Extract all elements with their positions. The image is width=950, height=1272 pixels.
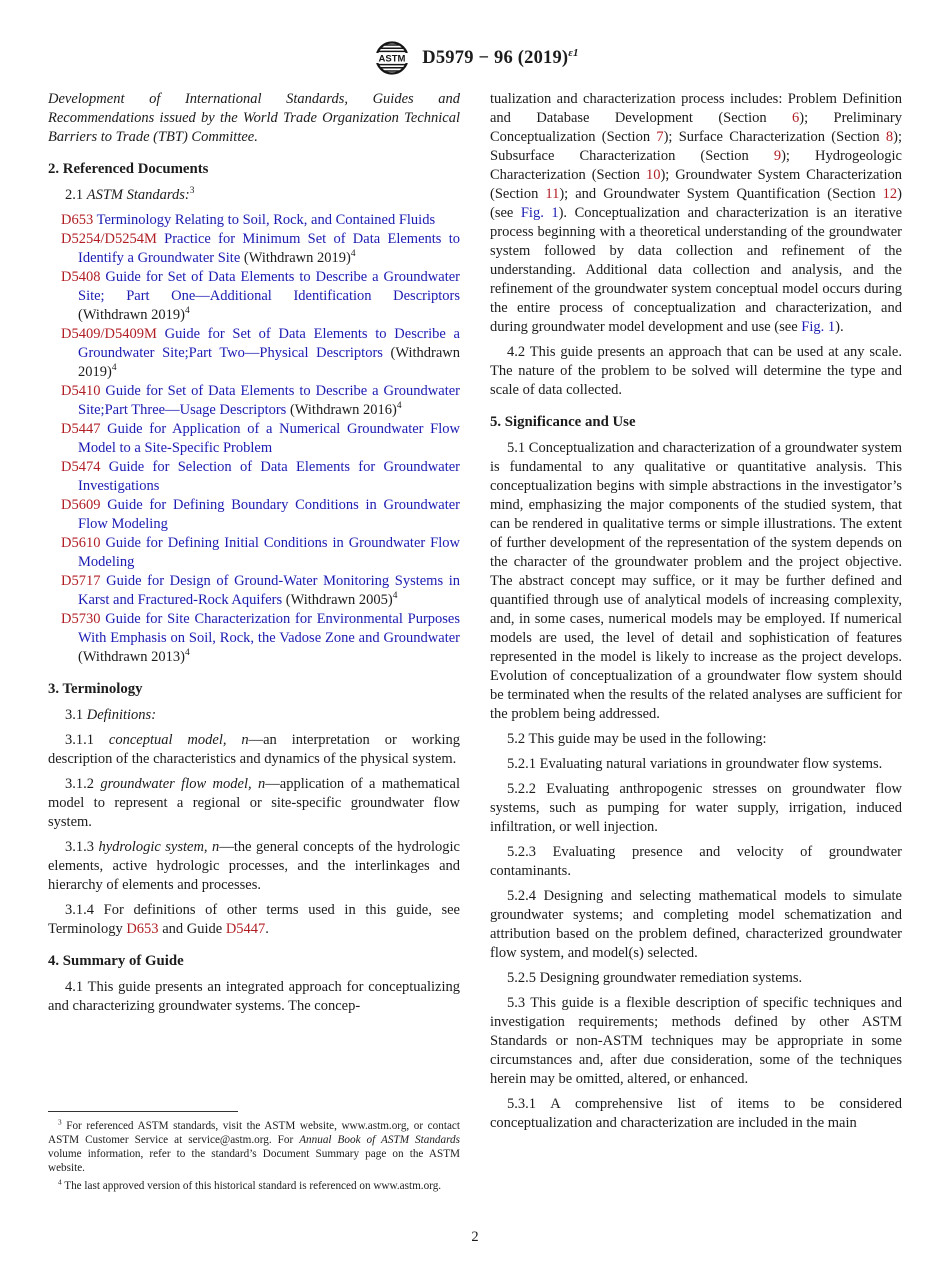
reference-item [48, 534, 460, 572]
footnote-marker: 4 [350, 249, 356, 260]
text-run: 2. Referenced Documents [48, 161, 209, 177]
text-run: 4. Summary of Guide [48, 953, 184, 969]
text-run: (Withdrawn 2013) [78, 649, 185, 665]
designation-text: D5979 − 96 (2019) [422, 47, 569, 68]
paragraph [48, 706, 460, 725]
cross-reference-link[interactable]: D5410 [61, 383, 101, 399]
cross-reference-link[interactable]: D5447 [225, 921, 266, 937]
paragraph [48, 901, 460, 939]
standard-title-link[interactable]: Guide for Set of Data Elements to Describe a Groundwater Site;Part Two—Physical Descriptors [78, 326, 460, 361]
text-run: . [265, 921, 269, 937]
standard-designation [422, 48, 578, 69]
text-run: 3.1 [65, 707, 87, 723]
footnote-marker: 4 [58, 1177, 62, 1186]
text-run: volume information, refer to the standard’s Document Summary page on the ASTM website. [48, 1148, 460, 1175]
standard-title-link[interactable]: Guide for Defining Boundary Conditions in Groundwater Flow Modeling [78, 497, 460, 532]
cross-reference-link[interactable]: D5447 [61, 421, 101, 437]
text-run: 3.1.2 [65, 776, 101, 792]
standard-title-link[interactable]: Terminology Relating to Soil, Rock, and Contained Fluids [93, 212, 436, 228]
paragraph [490, 780, 902, 837]
reference-item [48, 496, 460, 534]
text-run: Annual Book of ASTM Standards [299, 1133, 460, 1146]
reference-item [48, 572, 460, 610]
text-run: 5.2.2 Evaluating anthropogenic stresses on groundwater flow systems, such as pumping for water supply, irrigation, induced infiltration, or well injection. [490, 781, 902, 835]
cross-reference-link[interactable]: D653 [126, 921, 159, 937]
paragraph [490, 1095, 902, 1133]
footnote-rule [48, 1111, 238, 1112]
reference-item [48, 610, 460, 667]
standard-title-link[interactable]: Guide for Defining Initial Conditions in Groundwater Flow Modeling [78, 535, 460, 570]
standard-title-link[interactable]: Fig. 1 [520, 205, 559, 221]
cross-reference-link[interactable]: 10 [645, 167, 661, 183]
text-run: 3.1.4 For definitions of other terms used in this guide, see Terminology [48, 902, 460, 937]
cross-reference-link[interactable]: 9 [773, 148, 782, 164]
text-run: 3.1.3 [65, 839, 99, 855]
cross-reference-link[interactable]: 12 [882, 186, 898, 202]
text-run: (Withdrawn 2016) [286, 402, 397, 418]
designation-superscript: ε1 [568, 46, 579, 59]
standard-title-link[interactable]: Guide for Selection of Data Elements for Groundwater Investigations [78, 459, 460, 494]
paragraph [490, 343, 902, 400]
text-run: 2.1 [65, 187, 87, 203]
text-run: 5.2.4 Designing and selecting mathematical models to simulate groundwater systems; and completing model schematization and attribution based on the problem defined, characterized groundwater flow system, and model(s) selected. [490, 888, 902, 961]
section-heading [48, 680, 460, 699]
paragraph [490, 755, 902, 774]
text-run: ); Groundwater System Characterization (Section [490, 167, 902, 202]
text-run: 5.1 Conceptualization and characterization of a groundwater system is fundamental to any qualitative or quantitative analysis. This conceptualization begins with simple abstractions in the investigator’s mind, emphasizing the major components of the studied system, that can be rendered in qualitative terms or simple illustrations. The extent of further development of the representation of the system depends on the character of the groundwater problem and the project objective. The abstract concept may suffice, or it may be further defined and quantified through use of analytical models of increasing complexity, and, in some cases, numerical models may be employed. If numerical models are used, the level of detail and sophistication of features represented in the model is likely to increase as the project develops. Evolution of conceptualization of a groundwater flow system should be terminated when the results of the related analyses are sufficient for the problem being addressed. [490, 440, 902, 722]
footnotes-section [48, 1111, 460, 1198]
text-run: (Withdrawn 2019) [78, 345, 460, 380]
text-run: —the general concepts of the hydrologic elements, active hydrologic processes, and the interlinkages and hierarchy of elements and processes. [48, 839, 460, 893]
paragraph [48, 775, 460, 832]
text-run: ) (see [490, 186, 902, 221]
footnote-marker: 4 [184, 648, 190, 659]
paragraph [48, 731, 460, 769]
section-heading [490, 413, 902, 432]
text-run: (Withdrawn 2005) [282, 592, 393, 608]
text-run: 5. Significance and Use [490, 414, 636, 430]
text-run: ASTM Standards: [86, 187, 190, 203]
text-run: Development of International Standards, Guides and Recommendations issued by the World Trade Organization Technical Barriers to Trade (TBT) Committee. [48, 91, 460, 145]
left-column [48, 90, 460, 1198]
cross-reference-link[interactable]: D5730 [61, 611, 101, 627]
text-run: (Withdrawn 2019) [240, 250, 351, 266]
paragraph [48, 90, 460, 147]
footnote-marker: 4 [111, 363, 117, 374]
text-run: groundwater flow model, n [100, 776, 266, 792]
paragraph [48, 838, 460, 895]
footnote-marker: 4 [392, 591, 398, 602]
text-run: ); Subsurface Characterization (Section [490, 129, 902, 164]
standard-title-link[interactable]: Guide for Set of Data Elements to Describe a Groundwater Site;Part Three—Usage Descriptors [78, 383, 460, 418]
cross-reference-link[interactable]: D5254/D5254M [61, 231, 157, 247]
footnote [48, 1179, 460, 1193]
text-run: tualization and characterization process includes: Problem Definition and Database Development (Section [490, 91, 902, 126]
text-run: —an interpretation or working description of the characteristics and dynamics of the physical system. [48, 732, 461, 767]
text-run: (Withdrawn 2019) [78, 307, 185, 323]
page-header [48, 40, 902, 76]
astm-logo-icon [371, 40, 413, 76]
cross-reference-link[interactable]: D5474 [61, 459, 101, 475]
text-run: ); Hydrogeologic Characterization (Section [490, 148, 902, 183]
two-column-body [48, 90, 902, 1198]
cross-reference-link[interactable]: 11 [545, 186, 560, 202]
footnote-marker: 4 [184, 306, 190, 317]
text-run: 5.2.5 Designing groundwater remediation systems. [507, 970, 803, 986]
right-column [490, 90, 902, 1198]
section-heading [48, 160, 460, 179]
cross-reference-link[interactable]: 7 [656, 129, 664, 145]
cross-reference-link[interactable]: D5609 [61, 497, 101, 513]
text-run: 4.1 This guide presents an integrated approach for conceptualizing and characterizing groundwater systems. The concep- [48, 979, 460, 1014]
section-heading [48, 952, 460, 971]
text-run: and Guide [158, 921, 226, 937]
reference-item [48, 325, 460, 382]
text-run: Definitions: [86, 707, 157, 723]
reference-item [48, 268, 460, 325]
reference-item [48, 230, 460, 268]
reference-item [48, 458, 460, 496]
text-run: ); and Groundwater System Quantification (Section [559, 186, 883, 202]
text-run: ); Preliminary Conceptualization (Section [490, 110, 902, 145]
cross-reference-link[interactable]: D5717 [61, 573, 101, 589]
cross-reference-link[interactable]: D5610 [61, 535, 101, 551]
footnote [48, 1119, 460, 1176]
standard-title-link[interactable]: Guide for Set of Data Elements to Describe a Groundwater Site; Part One—Additional Identification Descriptors [78, 269, 460, 304]
text-run: hydrologic system, n [98, 839, 220, 855]
standard-title-link[interactable]: Guide for Site Characterization for Environmental Purposes With Emphasis on Soil, Rock, the Vadose Zone and Groundwater [78, 611, 460, 646]
text-run: 5.3 This guide is a flexible description of specific techniques and investigation requirements; methods defined by other ASTM Standards or non-ASTM techniques may be appropriate in some circumstances and, after due consideration, some of the techniques herein may be omitted, altered, or enhanced. [490, 995, 902, 1087]
text-run: 5.3.1 A comprehensive list of items to be considered conceptualization and characterization are included in the main [490, 1096, 902, 1131]
text-run: 5.2.3 Evaluating presence and velocity of groundwater contaminants. [490, 844, 902, 879]
footnotes-list [48, 1119, 460, 1193]
text-run: 3. Terminology [48, 681, 143, 697]
text-run: 3.1.1 [65, 732, 109, 748]
standard-title-link[interactable]: Fig. 1 [801, 319, 836, 335]
paragraph [490, 969, 902, 988]
text-run: 5.2.1 Evaluating natural variations in groundwater flow systems. [507, 756, 883, 772]
cross-reference-link[interactable]: D5409/D5409M [61, 326, 157, 342]
text-run: 5.2 This guide may be used in the following: [507, 731, 767, 747]
text-run: conceptual model, n [108, 732, 249, 748]
footnote-marker: 3 [189, 186, 195, 197]
cross-reference-link[interactable]: D5408 [61, 269, 101, 285]
cross-reference-link[interactable]: 6 [792, 110, 800, 126]
paragraph [490, 843, 902, 881]
text-run: For referenced ASTM standards, visit the ASTM website, www.astm.org, or contact ASTM Customer Service at service@astm.org. For [48, 1119, 460, 1146]
text-run: The last approved version of this historical standard is referenced on www.astm.org. [61, 1179, 442, 1192]
text-run: ). [835, 319, 844, 335]
svg-text:ASTM: ASTM [378, 53, 406, 65]
text-run: —application of a mathematical model to represent a regional or site-specific groundwater flow system. [48, 776, 460, 830]
standard-title-link[interactable]: Guide for Design of Ground-Water Monitoring Systems in Karst and Fractured-Rock Aquifers [78, 573, 460, 608]
text-run: 4.2 This guide presents an approach that can be used at any scale. The nature of the problem to be solved will determine the type and scale of data collected. [490, 344, 902, 398]
text-run: ); Surface Characterization (Section [663, 129, 886, 145]
text-run: ). Conceptualization and characterization is an iterative process beginning with a theoretical understanding of the groundwater system followed by data collection and refinement of the understanding. Additional data collection and analysis, and the refinement of the groundwater system conceptual model occurs during the entire process of conceptualization and characterization, and during groundwater model development and use (see [490, 205, 902, 335]
reference-item [48, 420, 460, 458]
paragraph [490, 994, 902, 1089]
standard-title-link[interactable]: Guide for Application of a Numerical Groundwater Flow Model to a Site-Specific Problem [78, 421, 460, 456]
cross-reference-link[interactable]: 8 [885, 129, 894, 145]
paragraph [48, 978, 460, 1016]
reference-item [48, 382, 460, 420]
cross-reference-link[interactable]: D653 [61, 212, 94, 228]
paragraph [490, 887, 902, 963]
paragraph [48, 186, 460, 205]
paragraph [490, 90, 902, 337]
reference-item [48, 211, 460, 230]
footnote-marker: 3 [58, 1117, 62, 1126]
paragraph [490, 730, 902, 749]
page-number: 2 [471, 1229, 479, 1245]
paragraph [490, 439, 902, 724]
footnote-marker: 4 [396, 401, 402, 412]
left-column-body [48, 90, 460, 1022]
standard-title-link[interactable]: Practice for Minimum Set of Data Elements to Identify a Groundwater Site [78, 231, 460, 266]
